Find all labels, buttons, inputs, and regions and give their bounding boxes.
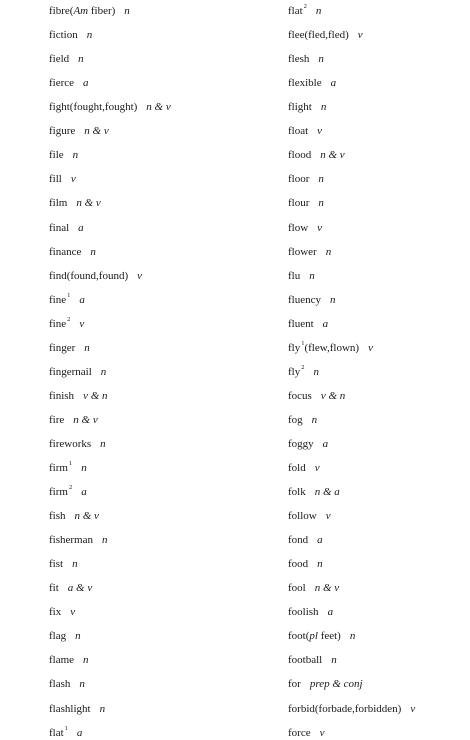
- part-of-speech: a: [317, 534, 323, 547]
- headword-text: fish: [49, 510, 66, 523]
- headword-text: fog: [288, 413, 303, 426]
- headword-text: fool: [288, 582, 306, 595]
- part-of-speech: n: [99, 702, 106, 715]
- headword-text: flour: [288, 197, 310, 210]
- headword: [288, 727, 311, 739]
- word-entry: [49, 533, 107, 547]
- headword: [288, 606, 319, 618]
- headword-text: flight: [288, 101, 312, 114]
- headword: [288, 654, 322, 666]
- headword: [288, 486, 306, 498]
- headword: [288, 342, 359, 354]
- word-entry: [288, 437, 328, 451]
- headword-text: force: [288, 726, 311, 739]
- headword-text: fine: [49, 317, 67, 330]
- part-of-speech: n: [317, 558, 323, 571]
- part-of-speech: n & v: [73, 413, 98, 426]
- word-entry: [49, 485, 87, 499]
- headword: [288, 678, 301, 690]
- headword: [49, 606, 61, 618]
- word-entry: [288, 581, 339, 595]
- part-of-speech: v: [368, 341, 373, 354]
- part-of-speech: n: [331, 654, 337, 667]
- headword: [49, 53, 69, 65]
- headword-suffix: (flew,flown): [304, 341, 360, 354]
- part-of-speech: a: [330, 77, 337, 90]
- word-entry: [288, 485, 340, 499]
- word-entry: [49, 461, 87, 475]
- headword-text: fluent: [288, 317, 314, 330]
- headword: [49, 486, 72, 498]
- part-of-speech: a: [79, 293, 85, 306]
- part-of-speech: v: [319, 726, 325, 739]
- part-of-speech: a: [78, 221, 84, 234]
- headword: [288, 5, 307, 17]
- part-of-speech: n: [349, 630, 356, 643]
- part-of-speech: a: [76, 726, 83, 739]
- part-of-speech: v: [357, 29, 363, 42]
- headword-text: flat: [288, 5, 303, 17]
- word-entry: [288, 653, 337, 667]
- part-of-speech: n: [101, 534, 108, 547]
- part-of-speech: n: [100, 365, 107, 378]
- headword: [49, 318, 70, 330]
- word-entry: [288, 196, 324, 210]
- headword: [288, 197, 309, 209]
- word-entry: [49, 389, 108, 403]
- word-entry: [49, 677, 85, 691]
- word-entry: [288, 172, 324, 186]
- headword: [49, 101, 137, 113]
- part-of-speech: a: [322, 317, 329, 330]
- headword-text: fix: [49, 606, 62, 619]
- word-entry: [288, 629, 355, 643]
- headword: [49, 291, 71, 306]
- headword-text: fist: [49, 558, 64, 571]
- word-entry: [288, 124, 322, 138]
- part-of-speech: n & v: [84, 125, 109, 138]
- part-of-speech: v & n: [83, 389, 108, 402]
- headword: [49, 510, 66, 522]
- headword-text: fine: [49, 293, 67, 306]
- part-of-speech: n: [313, 365, 319, 378]
- headword-text: fly: [288, 341, 301, 354]
- headword-text: foggy: [288, 437, 314, 450]
- homograph-number: 2: [67, 316, 71, 324]
- word-entry: [288, 4, 321, 18]
- homograph-number: 1: [301, 340, 305, 348]
- word-entry: [288, 413, 317, 427]
- headword: [288, 438, 314, 450]
- headword: [288, 246, 317, 258]
- headword-text: finger: [49, 341, 76, 354]
- word-entry: [49, 317, 84, 331]
- word-entry: [49, 557, 78, 571]
- part-of-speech: n: [79, 678, 85, 691]
- part-of-speech: v & n: [320, 389, 346, 402]
- headword-text: flash: [49, 678, 71, 691]
- part-of-speech: v: [70, 173, 76, 186]
- part-of-speech: n: [325, 245, 332, 258]
- homograph-number: 1: [68, 460, 73, 468]
- headword-text: flow: [288, 221, 309, 234]
- part-of-speech: a: [322, 437, 329, 450]
- word-entry: [288, 389, 345, 403]
- headword: [49, 342, 75, 354]
- headword: [49, 582, 59, 594]
- word-entry: [49, 581, 92, 595]
- word-entry: [49, 702, 105, 716]
- part-of-speech: n: [100, 437, 106, 450]
- headword: [288, 53, 309, 65]
- word-entry: [49, 629, 81, 643]
- part-of-speech: n: [315, 5, 322, 17]
- headword-text: flee(fled,fled): [288, 29, 349, 42]
- headword-text: final: [49, 221, 70, 234]
- headword: [288, 125, 308, 137]
- headword: [49, 724, 68, 739]
- headword-text: fly: [288, 365, 301, 378]
- headword: [49, 246, 81, 258]
- word-entry: [49, 221, 84, 235]
- part-of-speech: n: [86, 29, 93, 42]
- part-of-speech: a & v: [67, 582, 93, 595]
- headword: [288, 414, 303, 426]
- part-of-speech: a: [83, 77, 89, 90]
- headword: [49, 197, 67, 209]
- headword: [49, 222, 69, 234]
- part-of-speech: n: [75, 630, 81, 643]
- part-of-speech: v: [410, 702, 416, 715]
- headword-suffix: fiber): [88, 5, 116, 17]
- word-entry: [49, 172, 76, 186]
- part-of-speech: n: [83, 654, 89, 667]
- headword-text: flexible: [288, 77, 322, 90]
- headword-text: foot(: [288, 630, 310, 643]
- headword: [288, 29, 349, 41]
- part-of-speech: v: [314, 461, 320, 474]
- part-of-speech: v: [79, 317, 85, 330]
- headword: [49, 173, 62, 185]
- word-entry: [288, 509, 331, 523]
- headword: [288, 582, 306, 594]
- part-of-speech: n: [78, 53, 84, 66]
- part-of-speech: n: [72, 558, 78, 571]
- headword-text: flag: [49, 630, 67, 643]
- part-of-speech: v: [317, 125, 323, 138]
- headword: [49, 29, 78, 41]
- headword: [288, 703, 401, 715]
- headword: [288, 77, 322, 89]
- headword-suffix: feet): [317, 630, 341, 643]
- part-of-speech: n: [90, 245, 96, 258]
- headword: [288, 222, 308, 234]
- homograph-number: 2: [68, 484, 73, 492]
- headword-text: folk: [288, 486, 306, 498]
- part-of-speech: v: [317, 221, 323, 234]
- part-of-speech: n: [309, 269, 315, 282]
- headword-text: flashlight: [49, 702, 91, 715]
- headword: [49, 534, 93, 546]
- headword: [49, 366, 92, 378]
- headword-text: fireworks: [49, 437, 92, 450]
- word-entry: [288, 533, 323, 547]
- word-entry: [288, 461, 320, 475]
- word-entry: [49, 100, 171, 114]
- part-of-speech: n & a: [314, 486, 340, 498]
- part-of-speech: prep & conj: [309, 678, 363, 691]
- usage-label: pl: [309, 630, 318, 643]
- headword: [288, 173, 309, 185]
- headword: [288, 630, 341, 642]
- homograph-number: 2: [303, 3, 307, 11]
- part-of-speech: a: [327, 606, 334, 619]
- word-entry: [49, 413, 98, 427]
- headword: [49, 438, 91, 450]
- headword: [288, 101, 312, 113]
- word-entry: [49, 124, 109, 138]
- headword: [49, 462, 72, 474]
- headword: [49, 678, 70, 690]
- part-of-speech: v: [70, 606, 76, 619]
- word-entry: [288, 76, 336, 90]
- headword: [49, 270, 128, 282]
- word-entry: [288, 702, 415, 716]
- headword-text: fiction: [49, 29, 78, 42]
- word-entry: [49, 437, 106, 451]
- homograph-number: 1: [64, 724, 68, 732]
- headword-text: floor: [288, 173, 310, 186]
- part-of-speech: n: [81, 461, 87, 474]
- headword-text: figure: [49, 125, 76, 138]
- headword: [288, 462, 306, 474]
- word-entry: [49, 605, 75, 619]
- headword-text: find(found,found): [49, 269, 129, 282]
- headword: [49, 654, 74, 666]
- part-of-speech: n: [124, 5, 130, 17]
- word-entry: [288, 245, 331, 259]
- part-of-speech: n & v: [74, 510, 99, 523]
- headword-text: flower: [288, 245, 317, 258]
- headword-text: follow: [288, 510, 317, 523]
- headword-text: football: [288, 654, 323, 667]
- headword: [49, 703, 91, 715]
- headword: [288, 390, 312, 402]
- headword: [288, 534, 308, 546]
- word-entry: [288, 677, 363, 691]
- word-entry: [49, 76, 89, 90]
- headword-text: fisherman: [49, 534, 93, 547]
- word-entry: [49, 365, 106, 379]
- headword: [288, 318, 314, 330]
- word-entry: [49, 148, 78, 162]
- headword-text: firm: [49, 461, 68, 474]
- headword-text: fluency: [288, 293, 321, 306]
- headword: [288, 366, 304, 378]
- headword-text: focus: [288, 389, 312, 402]
- word-entry: [49, 52, 84, 66]
- headword-text: fond: [288, 534, 309, 547]
- headword-text: forbid(forbade,forbidden): [288, 702, 402, 715]
- headword: [49, 630, 66, 642]
- part-of-speech: n & v: [314, 582, 340, 595]
- word-entry: [288, 341, 373, 355]
- word-entry: [49, 269, 142, 283]
- word-entry: [288, 317, 328, 331]
- headword: [49, 125, 75, 137]
- word-entry: [49, 28, 92, 42]
- headword-text: fill: [49, 173, 62, 186]
- homograph-number: 2: [301, 364, 305, 372]
- headword: [49, 77, 74, 89]
- word-entry: [49, 341, 90, 355]
- headword-text: fold: [288, 461, 306, 474]
- word-entry: [288, 52, 324, 66]
- word-entry: [288, 28, 363, 42]
- headword-text: fingernail: [49, 365, 92, 378]
- usage-label: Am: [73, 5, 89, 17]
- headword-text: finish: [49, 389, 75, 402]
- headword-text: float: [288, 125, 309, 138]
- headword: [49, 414, 64, 426]
- headword-text: fibre(: [49, 5, 74, 17]
- part-of-speech: a: [81, 486, 87, 498]
- headword-text: food: [288, 558, 309, 571]
- word-entry: [288, 148, 345, 162]
- headword: [49, 558, 63, 570]
- headword: [288, 149, 311, 161]
- part-of-speech: v: [325, 510, 331, 523]
- headword-text: fight(fought,fought): [49, 101, 138, 114]
- headword-text: flu: [288, 269, 301, 282]
- headword-text: foolish: [288, 606, 319, 619]
- headword-text: finance: [49, 245, 82, 258]
- word-entry: [288, 293, 335, 307]
- word-entry: [49, 196, 101, 210]
- headword-text: field: [49, 53, 70, 66]
- part-of-speech: v: [137, 269, 143, 282]
- headword-text: file: [49, 149, 64, 162]
- part-of-speech: n: [329, 293, 336, 306]
- headword-text: fire: [49, 413, 65, 426]
- word-entry: [49, 653, 89, 667]
- word-entry: [288, 557, 323, 571]
- part-of-speech: n & v: [320, 149, 345, 162]
- part-of-speech: n & v: [146, 101, 171, 114]
- word-entry: [49, 293, 85, 307]
- headword: [288, 558, 308, 570]
- word-entry: [49, 4, 130, 18]
- headword-text: for: [288, 678, 301, 691]
- part-of-speech: n: [318, 197, 324, 210]
- headword-text: flat: [49, 726, 64, 739]
- headword: [288, 294, 321, 306]
- word-entry: [49, 509, 99, 523]
- word-entry: [288, 726, 324, 740]
- headword-text: flame: [49, 654, 75, 667]
- part-of-speech: n: [84, 341, 90, 354]
- headword-text: firm: [49, 486, 68, 498]
- headword-text: film: [49, 197, 68, 210]
- word-entry: [49, 245, 96, 259]
- headword: [288, 270, 300, 282]
- part-of-speech: n: [320, 101, 327, 114]
- word-entry: [288, 100, 326, 114]
- word-entry: [288, 269, 315, 283]
- headword-text: flood: [288, 149, 312, 162]
- headword: [288, 510, 317, 522]
- word-entry: [288, 365, 319, 379]
- headword: [49, 5, 115, 17]
- part-of-speech: n: [318, 173, 324, 186]
- headword: [49, 149, 64, 161]
- word-entry: [288, 221, 322, 235]
- headword-text: flesh: [288, 53, 310, 66]
- part-of-speech: n & v: [76, 197, 101, 210]
- part-of-speech: n: [318, 53, 324, 66]
- homograph-number: 1: [67, 291, 71, 299]
- part-of-speech: n: [311, 413, 318, 426]
- word-entry: [288, 605, 333, 619]
- part-of-speech: n: [72, 149, 79, 162]
- headword-text: fit: [49, 582, 59, 595]
- headword: [49, 390, 74, 402]
- word-entry: [49, 726, 82, 740]
- headword-text: fierce: [49, 77, 75, 90]
